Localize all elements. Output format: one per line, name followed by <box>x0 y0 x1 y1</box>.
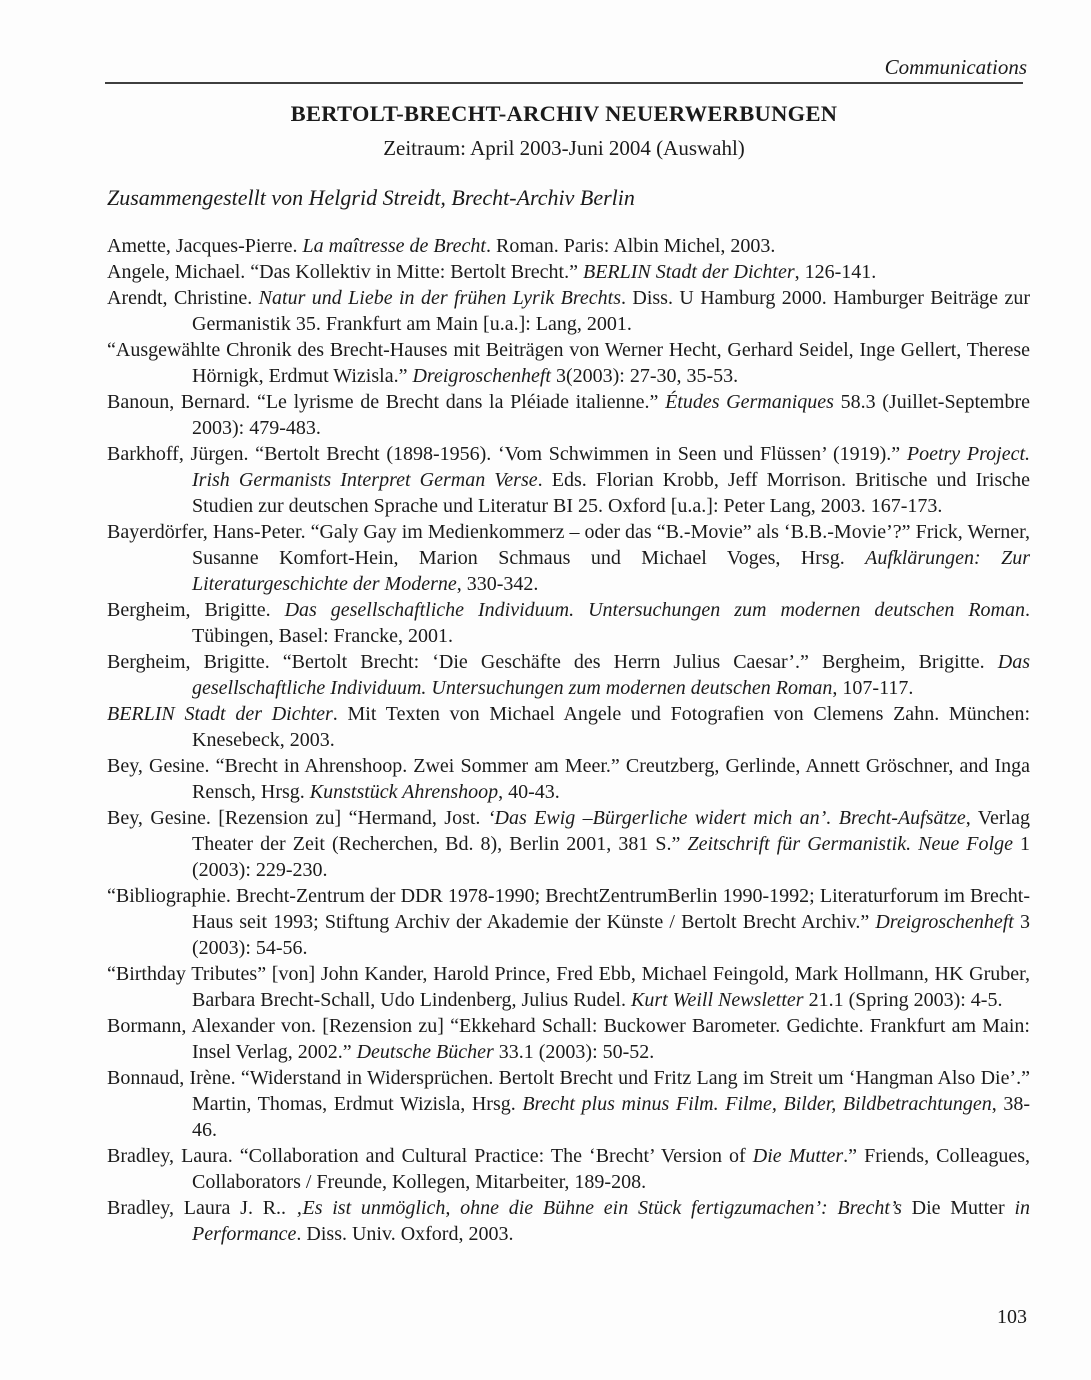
entry-segment: “Bibliographie. Brecht-Zentrum der DDR 1978-1990; BrechtZentrumBerlin 1990-1992; Literaturforum im Brecht-Haus seit 1993; Stiftung Archiv der Akademie der Künste / Bertolt Brecht Archiv.” <box>107 885 1030 933</box>
entry-segment: Angele, Michael. “Das Kollektiv in Mitte: Bertolt Brecht.” <box>107 261 583 283</box>
entry-segment: . Eds. Florian Krobb, Jeff Morrison. Britische und Irische Studien zur deutschen Sprache und Literatur BI 25. Oxford [u.a.]: Peter Lang, 2003. 167-173. <box>192 469 1031 517</box>
bibliography-entry <box>107 805 1030 883</box>
entry-segment-italic: Zeitschrift für Germanistik. Neue Folge <box>687 833 1013 855</box>
page-subtitle: Zeitraum: April 2003-Juni 2004 (Auswahl) <box>383 136 745 160</box>
entry-segment-italic: Dreigroschenheft <box>875 911 1014 933</box>
entry-segment: , 40-43. <box>498 781 560 803</box>
entry-segment: 3(2003): 27-30, 35-53. <box>550 365 739 387</box>
entry-segment: . Diss. Univ. Oxford, 2003. <box>296 1223 514 1245</box>
entry-segment-italic: Aufklärungen: Zur Literaturgeschichte der Moderne <box>192 547 1030 595</box>
entry-segment: 21.1 (Spring 2003): 4-5. <box>803 989 1003 1011</box>
bibliography-entry <box>107 649 1030 701</box>
entry-segment-italic: ‚Es ist unmöglich, ohne die Bühne ein Stück fertigzumachen’: Brecht’s <box>295 1197 902 1219</box>
entry-segment: Bey, Gesine. “Brecht in Ahrenshoop. Zwei Sommer am Meer.” Creutzberg, Gerlinde, Annett Gröschner, and Inga Rensch, Hrsg. <box>107 755 1030 803</box>
bibliography-entry <box>107 441 1030 519</box>
entry-segment: 58.3 (Juillet-Septembre 2003): 479-483. <box>192 391 1030 439</box>
entry-segment: Die Mutter <box>901 1197 1015 1219</box>
entry-segment: , 330-342. <box>456 573 539 595</box>
entry-segment: , 107-117. <box>832 677 914 699</box>
entry-segment: .” Friends, Colleagues, Collaborators / Freunde, Kollegen, Mitarbeiter, 189-208. <box>192 1145 1031 1193</box>
entry-segment: 33.1 (2003): 50-52. <box>493 1041 655 1063</box>
entry-segment: Bonnaud, Irène. “Widerstand in Widersprüchen. Bertolt Brecht und Fritz Lang im Streit um ‘Hangman Also Die’.” Martin, Thomas, Erdmut Wizisla, Hrsg. <box>107 1067 1030 1115</box>
entry-segment: . Tübingen, Basel: Francke, 2001. <box>192 599 1031 647</box>
entry-segment-italic: La maîtresse de Brecht <box>302 235 486 257</box>
entry-segment: . Diss. U Hamburg 2000. Hamburger Beiträge zur Germanistik 35. Frankfurt am Main [u.a.]: Lang, 2001. <box>192 287 1030 335</box>
entry-segment-italic: Kurt Weill Newsletter <box>630 989 804 1011</box>
bibliography-entry <box>107 389 1030 441</box>
entry-segment: Bormann, Alexander von. [Rezension zu] “Ekkehard Schall: Buckower Barometer. Gedichte. Frankfurt am Main: Insel Verlag, 2002.” <box>107 1015 1030 1063</box>
entry-segment-italic: Brecht plus minus Film. Filme, Bilder, Bildbetrachtungen <box>522 1093 992 1115</box>
entry-segment-italic: in Performance <box>192 1197 1031 1245</box>
bibliography-entry <box>107 1143 1030 1195</box>
entry-segment: . Roman. Paris: Albin Michel, 2003. <box>485 235 776 257</box>
bibliography-entry <box>107 701 1030 753</box>
bibliography-entry <box>107 259 1030 285</box>
bibliography-list <box>107 233 1030 1247</box>
running-head: Communications <box>884 55 1027 79</box>
entry-segment: “Ausgewählte Chronik des Brecht-Hauses mit Beiträgen von Werner Hecht, Gerhard Seidel, Inge Gellert, Therese Hörnigk, Erdmut Wizisla.” <box>107 339 1030 387</box>
entry-segment-italic: Die Mutter <box>752 1145 844 1167</box>
entry-segment: Bergheim, Brigitte. “Bertolt Brecht: ‘Die Geschäfte des Herrn Julius Caesar’.” Bergheim, Brigitte. <box>107 651 998 673</box>
entry-segment-italic: Dreigroschenheft <box>412 365 551 387</box>
entry-segment: 3 (2003): 54-56. <box>192 911 1030 959</box>
entry-segment: Banoun, Bernard. “Le lyrisme de Brecht dans la Pléiade italienne.” <box>107 391 666 413</box>
entry-segment: Bayerdörfer, Hans-Peter. “Galy Gay im Medienkommerz – oder das “B.-Movie” als ‘B.B.-Movie’?” Frick, Werner, Susanne Komfort-Hein, Marion Schmaus und Michael Voges, Hrsg. <box>107 521 1030 569</box>
bibliography-entry <box>107 285 1030 337</box>
byline: Zusammengestellt von Helgrid Streidt, Brecht-Archiv Berlin <box>107 185 635 210</box>
entry-segment-italic: Das gesellschaftliche Individuum. Untersuchungen zum modernen deutschen Roman <box>284 599 1026 621</box>
entry-segment: Barkhoff, Jürgen. “Bertolt Brecht (1898-1956). ‘Vom Schwimmen in Seen und Flüssen’ (1919).” <box>107 443 907 465</box>
entry-segment: Arendt, Christine. <box>107 287 259 309</box>
bibliography-entry <box>107 883 1030 961</box>
entry-segment: Bey, Gesine. [Rezension zu] “Hermand, Jost. <box>107 807 488 829</box>
entry-segment-italic: Das gesellschaftliche Individuum. Untersuchungen zum modernen deutschen Roman <box>192 651 1030 699</box>
entry-segment-italic: Deutsche Bücher <box>356 1041 494 1063</box>
entry-segment: 1 (2003): 229-230. <box>192 833 1031 881</box>
entry-segment-italic: BERLIN Stadt der Dichter <box>107 703 333 725</box>
bibliography-entry <box>107 753 1030 805</box>
entry-segment: “Birthday Tributes” [von] John Kander, Harold Prince, Fred Ebb, Michael Feingold, Mark Hollmann, HK Gruber, Barbara Brecht-Schall, Udo Lindenberg, Julius Rudel. <box>107 963 1030 1011</box>
entry-segment: , 38-46. <box>192 1093 1030 1141</box>
bibliography-entry <box>107 233 1030 259</box>
header-rule <box>105 82 1023 84</box>
entry-segment: . Mit Texten von Michael Angele und Fotografien von Clemens Zahn. München: Knesebeck, 2003. <box>192 703 1030 751</box>
bibliography-entry <box>107 337 1030 389</box>
bibliography-entry <box>107 1065 1030 1143</box>
entry-segment-italic: Natur und Liebe in der frühen Lyrik Brechts <box>258 287 621 309</box>
entry-segment: , 126-141. <box>794 261 877 283</box>
bibliography-entry <box>107 597 1030 649</box>
bibliography-entry <box>107 961 1030 1013</box>
entry-segment: Bergheim, Brigitte. <box>107 599 285 621</box>
bibliography-entry <box>107 1195 1030 1247</box>
page-title: BERTOLT-BRECHT-ARCHIV NEUERWERBUNGEN <box>290 101 838 126</box>
entry-segment-italic: Études Germaniques <box>665 391 834 413</box>
page-number: 103 <box>997 1306 1027 1328</box>
entry-segment: Amette, Jacques-Pierre. <box>107 235 303 257</box>
entry-segment-italic: ‘Das Ewig –Bürgerliche widert mich an’. Brecht-Aufsätze <box>487 807 966 829</box>
entry-segment-italic: BERLIN Stadt der Dichter <box>583 261 795 283</box>
entry-segment-italic: Poetry Project. Irish Germanists Interpret German Verse <box>192 443 1031 491</box>
title-block <box>105 101 1023 161</box>
bibliography-entry <box>107 1013 1030 1065</box>
entry-segment: Bradley, Laura. “Collaboration and Cultural Practice: The ‘Brecht’ Version of <box>107 1145 753 1167</box>
entry-segment-italic: Kunststück Ahrenshoop <box>309 781 499 803</box>
entry-segment: Bradley, Laura J. R.. <box>107 1197 296 1219</box>
bibliography-entry <box>107 519 1030 597</box>
entry-segment: , Verlag Theater der Zeit (Recherchen, Bd. 8), Berlin 2001, 381 S.” <box>192 807 1030 855</box>
